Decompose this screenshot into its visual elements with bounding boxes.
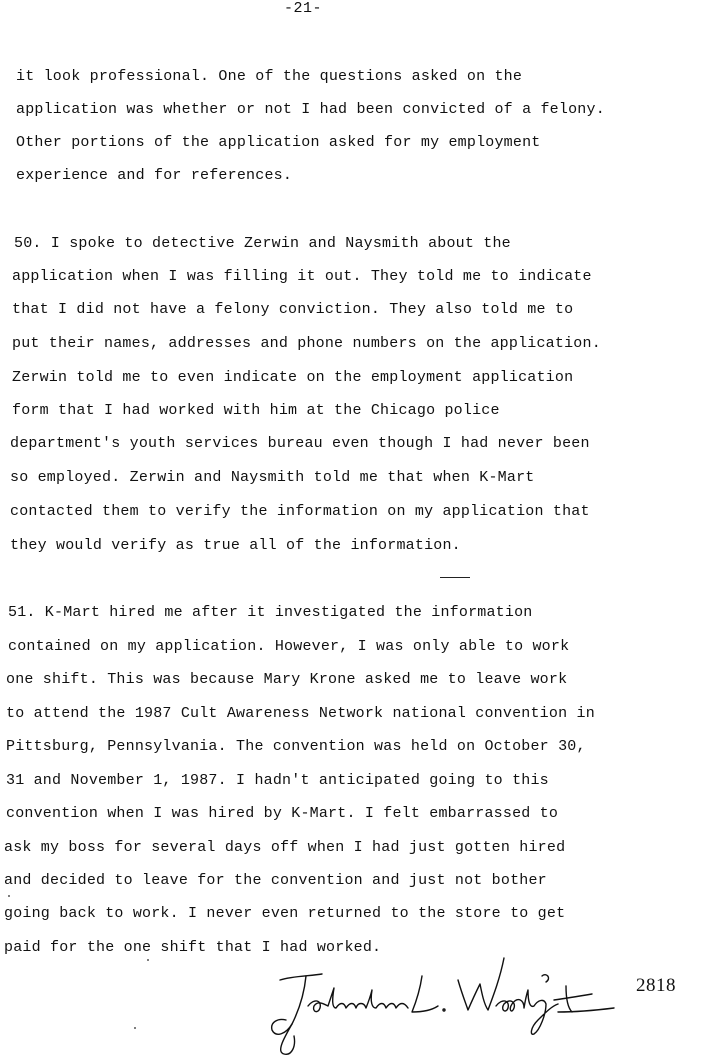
text-line: department's youth services bureau even though I had never been bbox=[10, 435, 590, 452]
text-line: that I did not have a felony conviction. They also told me to bbox=[12, 301, 574, 318]
text-line: to attend the 1987 Cult Awareness Network national convention in bbox=[6, 705, 595, 722]
scan-speck bbox=[147, 959, 149, 961]
text-line: application when I was filling it out. They told me to indicate bbox=[12, 268, 592, 285]
text-line: contacted them to verify the information on my application that bbox=[10, 503, 590, 520]
horizontal-rule bbox=[440, 577, 470, 578]
text-line: Pittsburg, Pennsylvania. The convention was held on October 30, bbox=[6, 738, 586, 755]
text-line: one shift. This was because Mary Krone asked me to leave work bbox=[6, 671, 568, 688]
text-line: it look professional. One of the questions asked on the bbox=[16, 68, 523, 85]
text-line: put their names, addresses and phone numbers on the application. bbox=[12, 335, 601, 352]
page-number: -21- bbox=[284, 0, 323, 17]
text-line: 31 and November 1, 1987. I hadn't anticipated going to this bbox=[6, 772, 549, 789]
scan-speck bbox=[8, 895, 10, 897]
text-line: form that I had worked with him at the Chicago police bbox=[12, 402, 500, 419]
text-line: ask my boss for several days off when I had just gotten hired bbox=[4, 839, 566, 856]
handwritten-signature bbox=[262, 950, 622, 1056]
text-line: experience and for references. bbox=[16, 167, 293, 184]
text-line: convention when I was hired by K-Mart. I felt embarrassed to bbox=[6, 805, 559, 822]
text-line: contained on my application. However, I was only able to work bbox=[8, 638, 570, 655]
text-line: application was whether or not I had been convicted of a felony. bbox=[16, 101, 605, 118]
text-line: 50. I spoke to detective Zerwin and Naysmith about the bbox=[14, 235, 511, 252]
text-line: Zerwin told me to even indicate on the employment application bbox=[12, 369, 574, 386]
scan-speck bbox=[134, 1027, 136, 1029]
text-line: going back to work. I never even returned to the store to get bbox=[4, 905, 566, 922]
text-line: Other portions of the application asked for my employment bbox=[16, 134, 541, 151]
text-line: and decided to leave for the convention and just not bother bbox=[4, 872, 547, 889]
text-line: paid for the one shift that I had worked. bbox=[4, 939, 382, 956]
text-line: 51. K-Mart hired me after it investigated the information bbox=[8, 604, 533, 621]
text-line: they would verify as true all of the information. bbox=[10, 537, 461, 554]
text-line: so employed. Zerwin and Naysmith told me that when K-Mart bbox=[10, 469, 535, 486]
bates-number: 2818 bbox=[636, 975, 676, 996]
